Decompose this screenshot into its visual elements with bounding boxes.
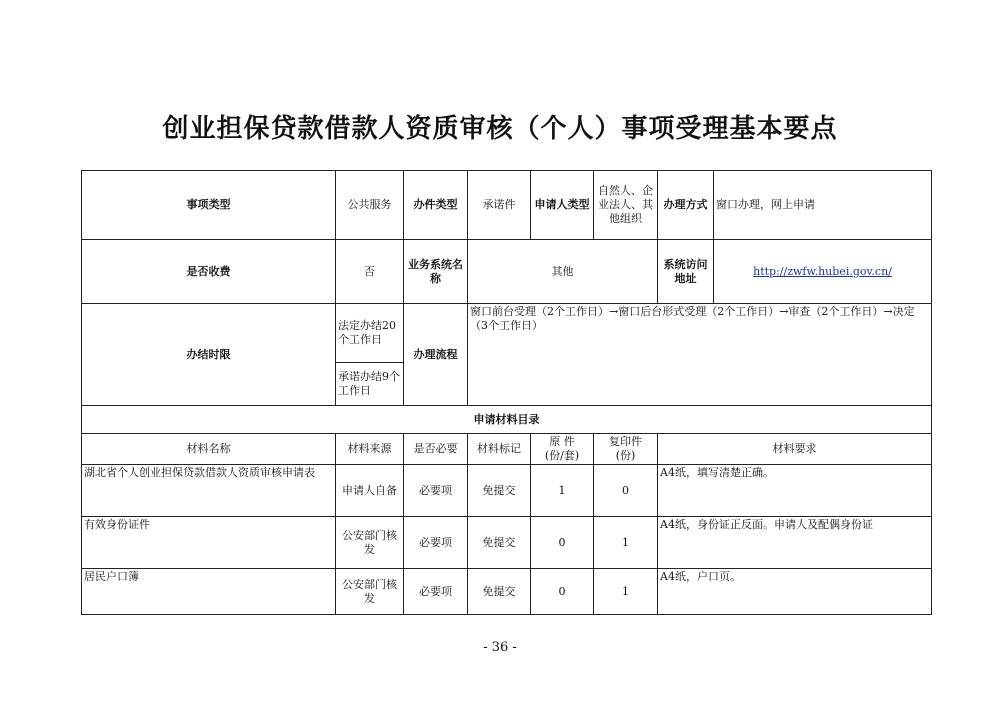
item-type-label: 事项类型 <box>82 171 336 240</box>
system-url-link[interactable]: http://zwfw.hubei.gov.cn/ <box>753 264 892 278</box>
main-table <box>81 170 932 615</box>
material-name: 湖北省个人创业担保贷款借款人资质审核申请表 <box>82 465 336 517</box>
material-copy: 0 <box>594 465 658 517</box>
handle-method-value: 窗口办理，网上申请 <box>714 171 932 240</box>
materials-section-title: 申请材料目录 <box>82 406 932 434</box>
material-source: 公安部门核发 <box>336 517 404 569</box>
material-mark: 免提交 <box>468 569 531 615</box>
header-required: 是否必要 <box>404 434 468 465</box>
item-type-value: 公共服务 <box>336 171 404 240</box>
material-requirement: A4纸，户口页。 <box>658 569 932 615</box>
header-source: 材料来源 <box>336 434 404 465</box>
material-name: 居民户口簿 <box>82 569 336 615</box>
materials-section-row <box>82 406 932 434</box>
handle-type-value: 承诺件 <box>468 171 531 240</box>
material-name: 有效身份证件 <box>82 517 336 569</box>
table-row <box>82 517 932 569</box>
material-copy: 1 <box>594 569 658 615</box>
system-url-label: 系统访问地址 <box>658 240 714 304</box>
material-original: 1 <box>531 465 594 517</box>
handle-method-label: 办理方式 <box>658 171 714 240</box>
material-source: 公安部门核发 <box>336 569 404 615</box>
handle-type-label: 办件类型 <box>404 171 468 240</box>
material-original: 0 <box>531 569 594 615</box>
table-row <box>82 569 932 615</box>
material-original: 0 <box>531 517 594 569</box>
system-name-value: 其他 <box>468 240 658 304</box>
material-required: 必要项 <box>404 517 468 569</box>
system-name-label: 业务系统名称 <box>404 240 468 304</box>
material-requirement: A4纸，身份证正反面。申请人及配偶身份证 <box>658 517 932 569</box>
page-number: - 36 - <box>483 640 517 655</box>
material-copy: 1 <box>594 517 658 569</box>
time-limit-label: 办结时限 <box>82 304 336 406</box>
fee-value: 否 <box>336 240 404 304</box>
header-original: 原 件 (份/套) <box>531 434 594 465</box>
material-required: 必要项 <box>404 569 468 615</box>
table-row <box>82 465 932 517</box>
page-title: 创业担保贷款借款人资质审核（个人）事项受理基本要点 <box>162 114 838 144</box>
material-mark: 免提交 <box>468 465 531 517</box>
legal-time-limit: 法定办结20个工作日 <box>336 304 404 363</box>
process-value: 窗口前台受理（2个工作日）→窗口后台形式受理（2个工作日）→审查（2个工作日）→决定（3个工作日） <box>468 304 932 406</box>
header-name: 材料名称 <box>82 434 336 465</box>
header-mark: 材料标记 <box>468 434 531 465</box>
row-time-limit-1 <box>82 304 932 363</box>
material-requirement: A4纸，填写清楚正确。 <box>658 465 932 517</box>
row-fee <box>82 240 932 304</box>
materials-header-row <box>82 434 932 465</box>
header-requirement: 材料要求 <box>658 434 932 465</box>
material-mark: 免提交 <box>468 517 531 569</box>
applicant-type-value: 自然人、企业法人、其他组织 <box>594 171 658 240</box>
row-item-type <box>82 171 932 240</box>
header-copy: 复印件 (份) <box>594 434 658 465</box>
material-required: 必要项 <box>404 465 468 517</box>
promise-time-limit: 承诺办结9个工作日 <box>336 363 404 406</box>
fee-label: 是否收费 <box>82 240 336 304</box>
process-label: 办理流程 <box>404 304 468 406</box>
applicant-type-label: 申请人类型 <box>531 171 594 240</box>
material-source: 申请人自备 <box>336 465 404 517</box>
